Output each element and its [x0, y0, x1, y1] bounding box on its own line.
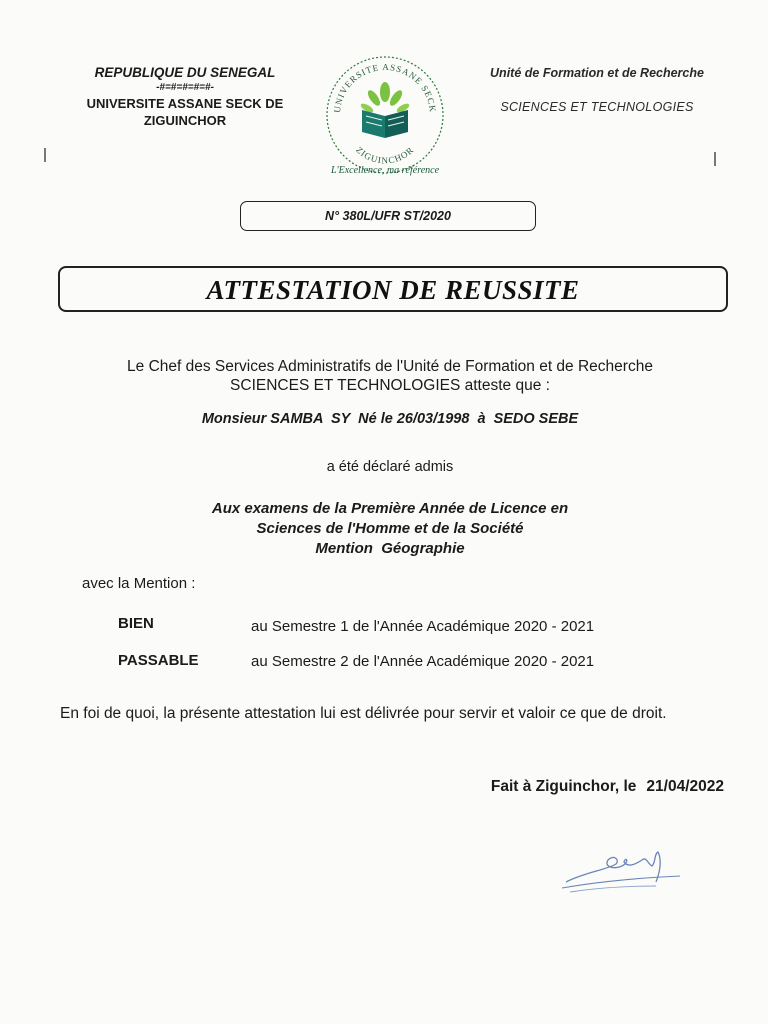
intro-line1: Le Chef des Services Administratifs de l'Unité de Formation et de Recherche: [127, 358, 653, 375]
university-logo: [318, 48, 452, 182]
department-label: SCIENCES ET TECHNOLOGIES: [500, 100, 694, 114]
svg-text:ZIGUINCHOR: [354, 145, 416, 166]
reference-number: N° 380L/UFR ST/2020: [240, 201, 536, 231]
book-icon: [362, 110, 408, 138]
exam-line3: Mention Géographie: [315, 540, 465, 557]
closing-text: En foi de quoi, la présente attestation lui est délivrée pour servir et valoir ce que de droit.: [60, 705, 667, 722]
unit-label: Unité de Formation et de Recherche: [490, 66, 704, 80]
place-date: [440, 778, 724, 796]
signature: [556, 842, 686, 898]
margin-mark-left: [44, 148, 46, 162]
mention-label: avec la Mention :: [82, 575, 196, 592]
republic-label: REPUBLIQUE DU SENEGAL: [94, 65, 276, 80]
logo-motto: L'Excellence, ma référence: [330, 165, 440, 176]
result-grade-1: BIEN: [118, 615, 154, 632]
title-box: [58, 266, 728, 312]
exam-details: [60, 499, 720, 559]
intro-text: [60, 357, 720, 395]
intro-line2: SCIENCES ET TECHNOLOGIES atteste que :: [230, 377, 550, 394]
result-semester-2: au Semestre 2 de l'Année Académique 2020 - 2021: [251, 653, 595, 670]
exam-line1: Aux examens de la Première Année de Licence en: [211, 500, 569, 517]
header-right: [462, 66, 732, 114]
logo-ring-top-text: UNIVERSITE ASSANE SECK: [331, 61, 439, 114]
issue-date: 21/04/2022: [646, 778, 724, 795]
document-title: ATTESTATION DE REUSSITE: [206, 275, 580, 305]
header-left: [60, 64, 310, 129]
result-semester-1: au Semestre 1 de l'Année Académique 2020 - 2021: [251, 618, 595, 635]
person-details: Monsieur SAMBA SY Né le 26/03/1998 à SEDO SEBE: [201, 411, 579, 427]
university-name-line1: UNIVERSITE ASSANE SECK DE: [86, 96, 284, 111]
result-grade-2: PASSABLE: [118, 652, 199, 669]
admitted-text: a été déclaré admis: [326, 459, 454, 475]
header-separator: -#=#=#=#=#-: [156, 82, 214, 93]
margin-mark-right: [714, 152, 716, 166]
exam-line2: Sciences de l'Homme et de la Société: [256, 520, 524, 537]
place-label: Fait à Ziguinchor, le: [490, 778, 637, 795]
university-name-line2: ZIGUINCHOR: [143, 113, 227, 128]
logo-ring-bottom-text: ZIGUINCHOR: [354, 144, 416, 166]
leaf-icon: [359, 82, 410, 114]
